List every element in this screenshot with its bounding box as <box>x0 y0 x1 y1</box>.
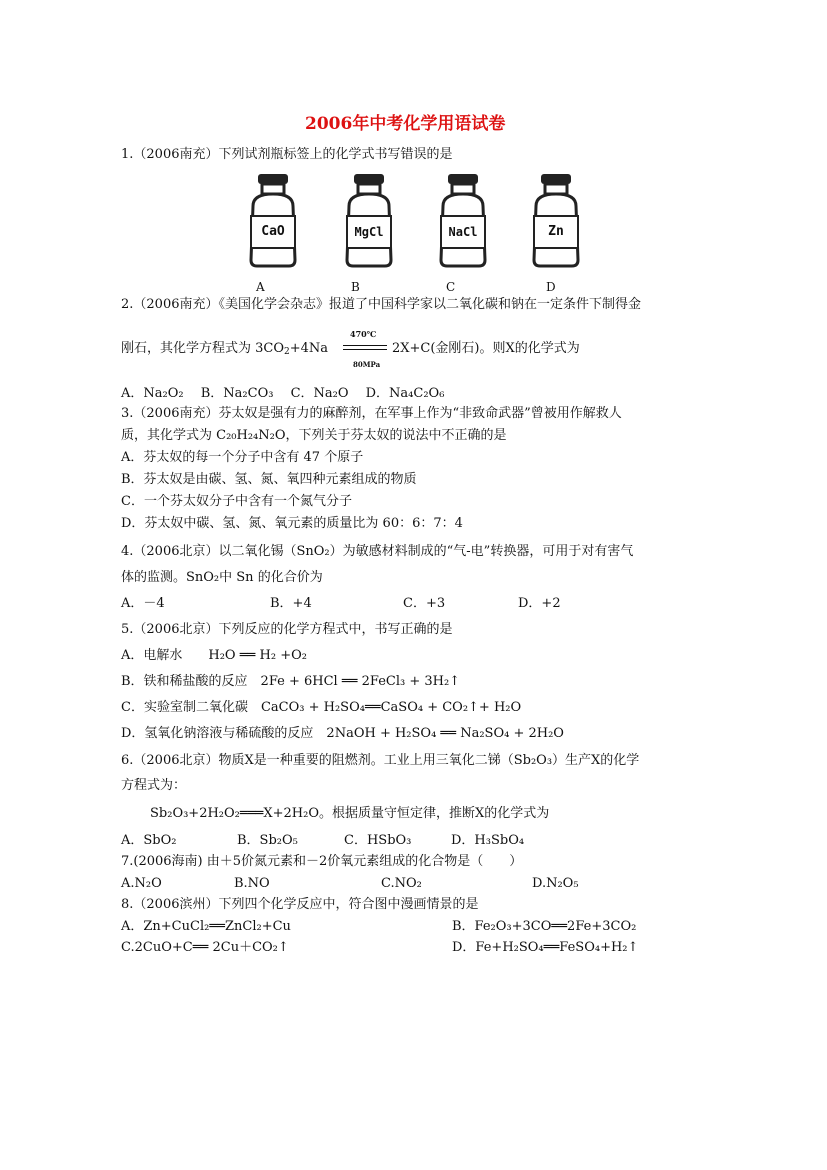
bottle-d <box>528 172 584 268</box>
question-2-line2-end: 2X+C(金刚石)。则X的化学式为 <box>392 341 580 356</box>
question-8-option-b: B．Fe₂O₃+3CO══2Fe+3CO₂ <box>452 919 637 934</box>
question-6-line3: Sb₂O₃+2H₂O₂═══X+2H₂O。根据质量守恒定律，推断X的化学式为 <box>150 806 550 821</box>
question-5-line1: 5.（2006北京）下列反应的化学方程式中，书写正确的是 <box>121 622 453 637</box>
question-8-line1: 8.（2006滨州）下列四个化学反应中，符合图中漫画情景的是 <box>121 897 479 912</box>
bottle-icon <box>245 172 301 268</box>
question-3-option-b: B．芬太奴是由碳、氢、氮、氧四种元素组成的物质 <box>121 472 417 487</box>
choice-letter: D <box>546 280 556 294</box>
reaction-arrow-line <box>343 345 387 346</box>
equation-lhs: 刚石，其化学方程式为 3CO <box>121 341 285 356</box>
question-5-option-a: A．电解水 H₂O ══ H₂ +O₂ <box>121 648 307 663</box>
question-6-option-b: B．Sb₂O₅ <box>237 833 298 848</box>
bottle-icon <box>341 172 397 268</box>
question-2-line2: 刚石，其化学方程式为 $3CO_2+4Na$ <box>121 341 329 357</box>
reaction-arrow-line <box>343 349 387 350</box>
question-4-option-d: D．+2 <box>518 596 561 611</box>
question-8-option-c: C.2CuO+C══ 2Cu＋CO₂↑ <box>121 940 289 955</box>
question-7-option-c: C.NO₂ <box>381 876 422 891</box>
bottle-a <box>245 172 301 268</box>
question-6-option-c: C．HSbO₃ <box>344 833 412 848</box>
reaction-condition-pressure: 80MPa <box>353 360 381 369</box>
question-7-option-b: B.NO <box>234 876 270 891</box>
bottle-label: Zn <box>548 224 564 239</box>
question-4-option-c: C．+3 <box>403 596 446 611</box>
equation-lhs-2: +4Na <box>289 341 329 356</box>
bottle-label: CaO <box>261 224 285 239</box>
bottle-label: MgCl <box>354 225 384 239</box>
choice-letter: B <box>351 280 360 294</box>
question-6-line1: 6.（2006北京）物质X是一种重要的阻燃剂。工业上用三氧化二锑（Sb₂O₃）生产X的化学 <box>121 753 640 768</box>
bottle-label: NaCl <box>448 225 478 239</box>
question-5-option-c: C．实验室制二氧化碳 CaCO₃ + H₂SO₄══CaSO₄ + CO₂↑+ H₂O <box>121 700 522 715</box>
question-1-text: 1.（2006南充）下列试剂瓶标签上的化学式书写错误的是 <box>121 147 453 162</box>
reaction-condition-temp: 470℃ <box>350 329 377 339</box>
question-4-line1: 4.（2006北京）以二氧化锡（SnO₂）为敏感材料制成的“气-电”转换器，可用于对有害气 <box>121 544 634 559</box>
question-3-line2: 质，其化学式为 C₂₀H₂₄N₂O，下列关于芬太奴的说法中不正确的是 <box>121 428 507 443</box>
bottle-icon <box>528 172 584 268</box>
choice-letter: A <box>256 280 265 294</box>
question-7-line1: 7.(2006海南) 由＋5价氮元素和－2价氧元素组成的化合物是（ ） <box>121 854 523 869</box>
choice-letter: C <box>446 280 456 294</box>
question-3-option-d: D．芬太奴中碳、氢、氮、氧元素的质量比为 60：6：7：4 <box>121 516 463 531</box>
question-2-line1: 2.（2006南充）《美国化学会杂志》报道了中国科学家以二氧化碳和钠在一定条件下制得金 <box>121 297 641 312</box>
question-3-line1: 3.（2006南充）芬太奴是强有力的麻醉剂，在军事上作为“非致命武器”曾被用作解救人 <box>121 406 622 421</box>
question-8-option-d: D．Fe+H₂SO₄══FeSO₄+H₂↑ <box>452 940 639 955</box>
bottle-c <box>435 172 491 268</box>
bottle-b <box>341 172 397 268</box>
bottle-icon <box>435 172 491 268</box>
question-4-option-a: A．－4 <box>121 596 165 611</box>
question-4-line2: 体的监测。SnO₂中 Sn 的化合价为 <box>121 570 323 585</box>
question-7-option-a: A.N₂O <box>121 876 162 891</box>
question-3-option-c: C．一个芬太奴分子中含有一个氮气分子 <box>121 494 352 509</box>
question-7-option-d: D.N₂O₅ <box>532 876 579 891</box>
question-5-option-b: B．铁和稀盐酸的反应 2Fe + 6HCl ══ 2FeCl₃ + 3H₂↑ <box>121 674 461 689</box>
question-5-option-d: D．氢氧化钠溶液与稀硫酸的反应 2NaOH + H₂SO₄ ══ Na₂SO₄ + 2H₂O <box>121 726 564 741</box>
question-4-option-b: B．+4 <box>270 596 312 611</box>
question-3-option-a: A．芬太奴的每一个分子中含有 47 个原子 <box>121 450 364 465</box>
question-6-option-a: A．SbO₂ <box>121 833 177 848</box>
question-6-option-d: D．H₃SbO₄ <box>451 833 525 848</box>
page-title: 2006年中考化学用语试卷 <box>305 114 506 134</box>
question-8-option-a: A．Zn+CuCl₂══ZnCl₂+Cu <box>121 919 291 934</box>
question-2-options: A．Na₂O₂ B．Na₂CO₃ C．Na₂O D．Na₄C₂O₆ <box>121 386 445 401</box>
question-6-line2: 方程式为： <box>121 778 187 793</box>
